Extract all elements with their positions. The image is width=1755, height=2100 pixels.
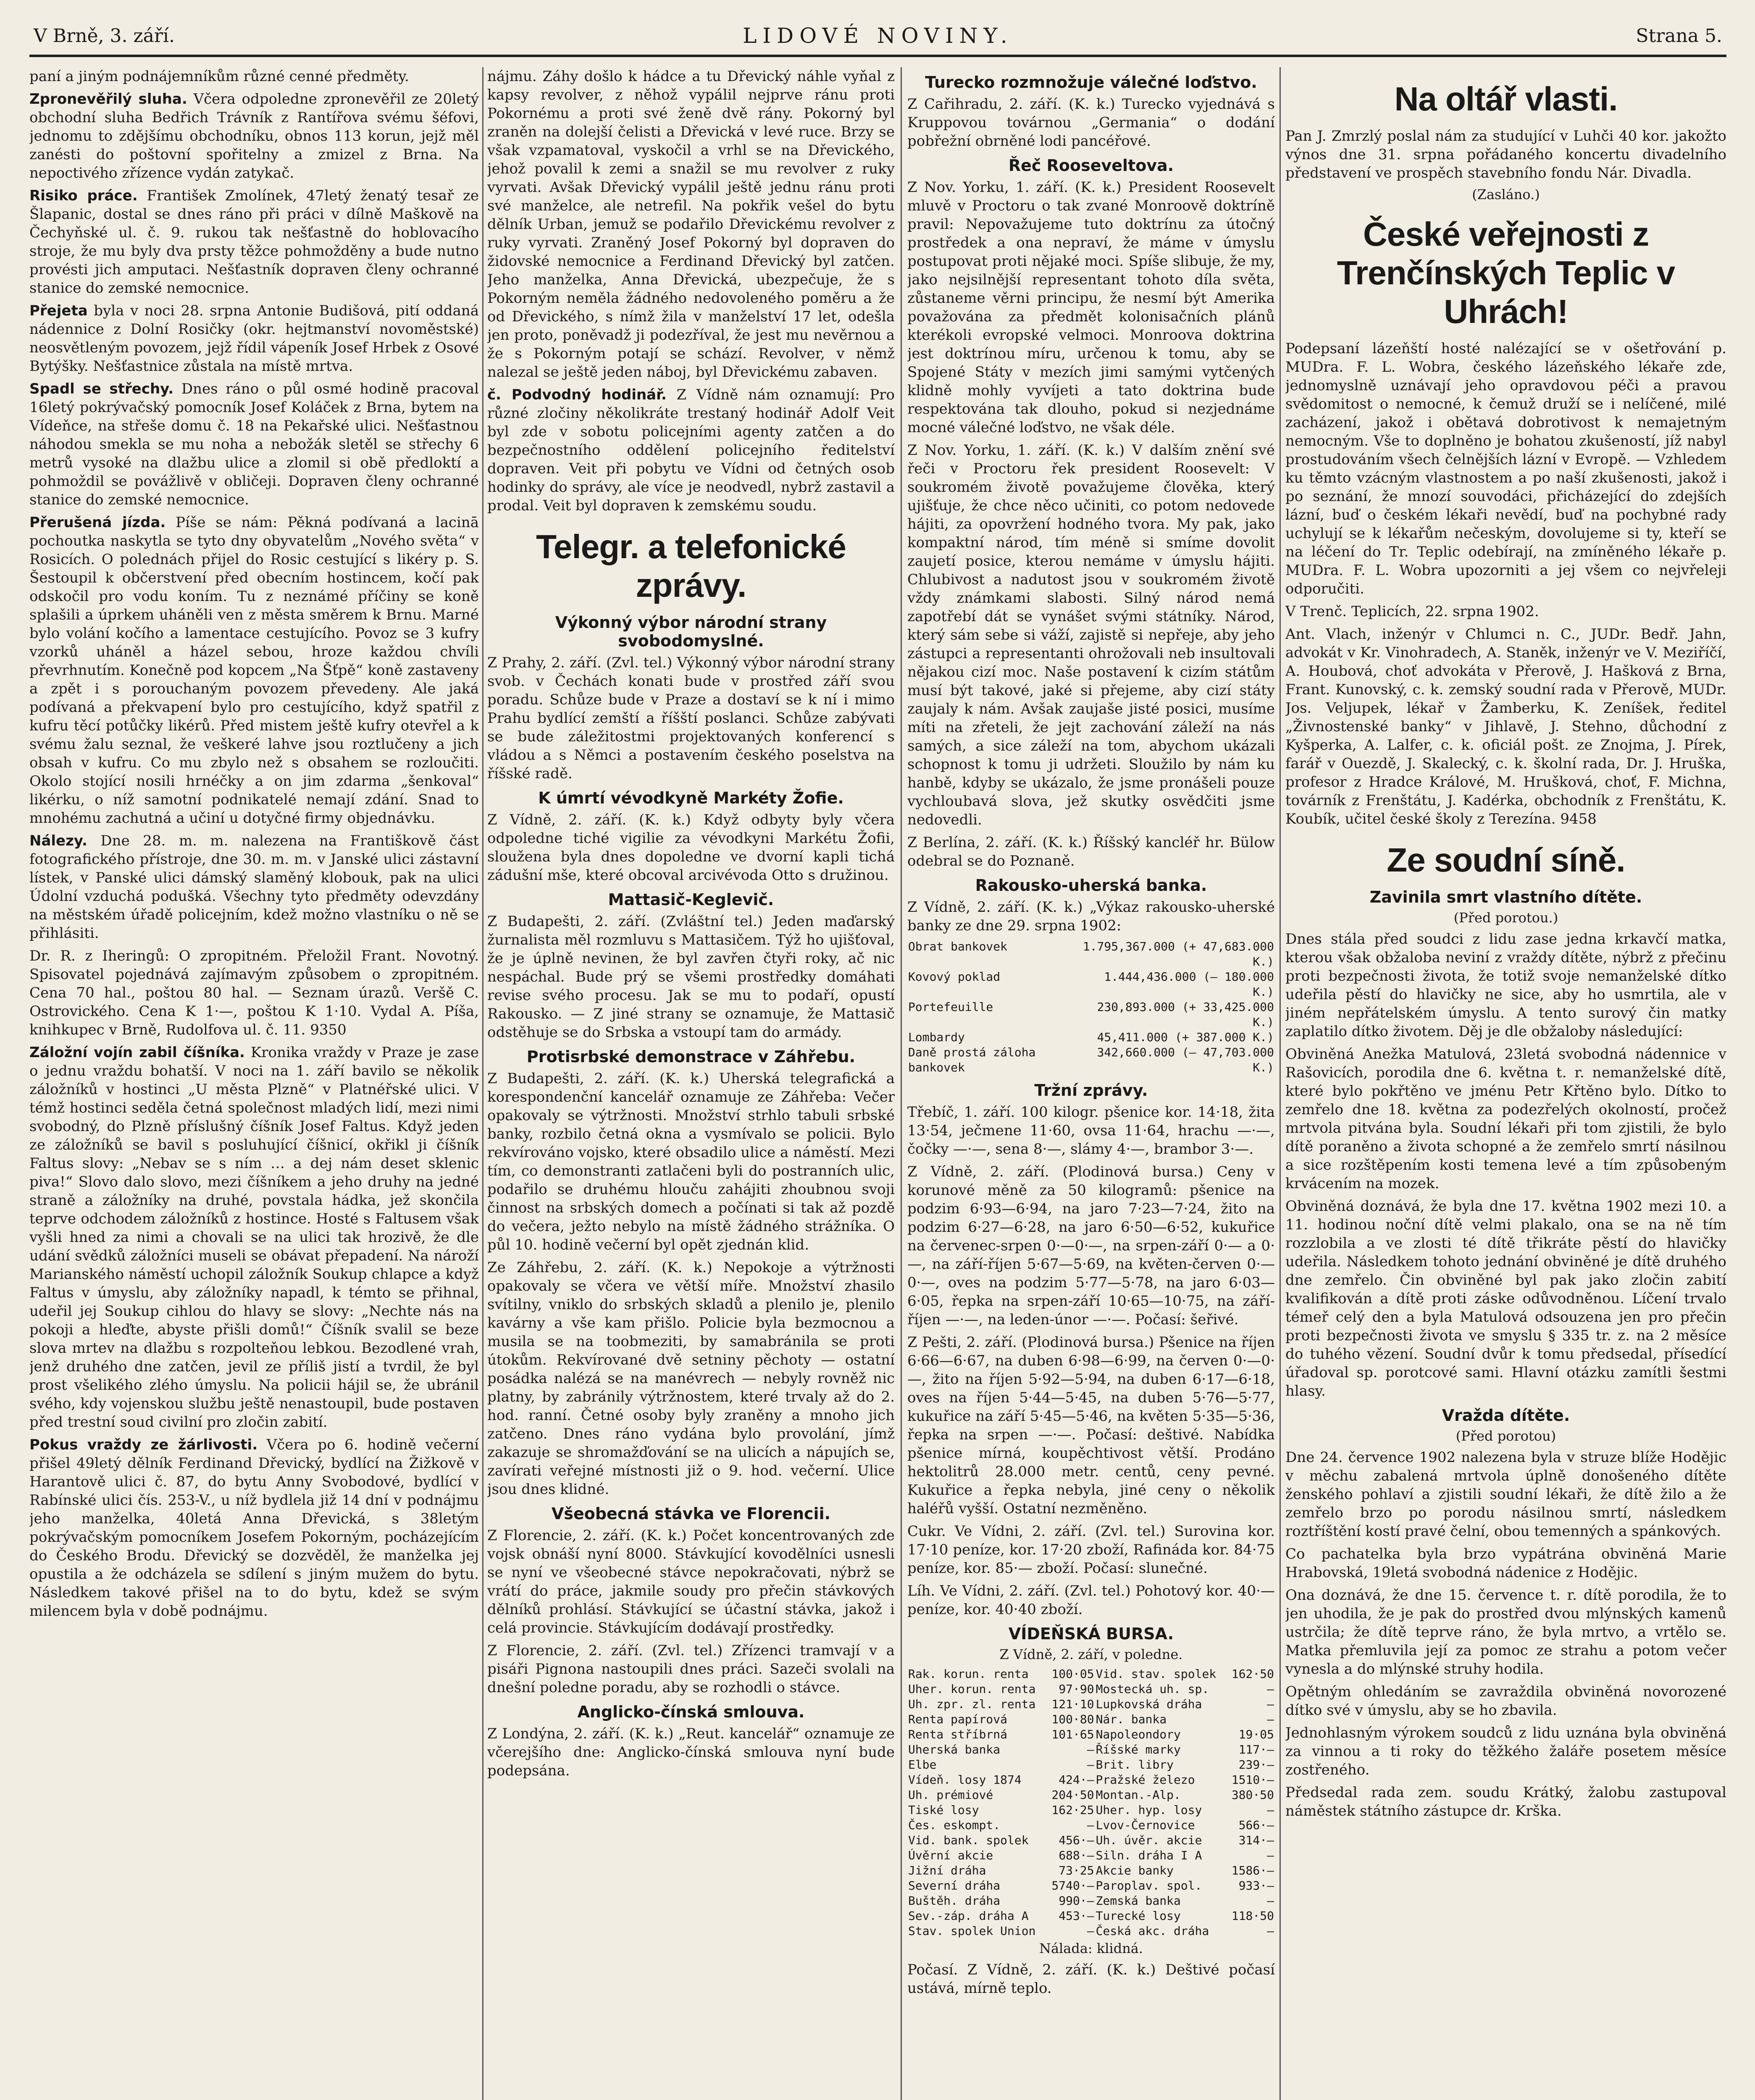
article-lead: Přejeta	[29, 302, 88, 319]
table-cell: Uh. prémiové	[908, 1788, 993, 1802]
table-cell: Obrat bankovek	[908, 940, 1008, 953]
article-heading: Výkonný výbor národní strany svobodomyslné.	[555, 613, 827, 650]
table-cell: Lvov-Černovice	[1096, 1818, 1195, 1832]
article-text: Ona doznává, že dne 15. července t. r. dítě porodila, že to jen uhodila, že je pak do prostřed dvou mlýnských kamenů ustrčila; že dítě teprve ráno, že byla mrtvo, a vrtělo se. Matka přemluvila její za pomoc ze strahu a potom večer vynesla a do mlýnské struhy hodila.	[1285, 1587, 1726, 1677]
article-paragraph	[907, 1961, 1275, 1998]
article-paragraph	[1285, 1045, 1726, 1193]
table-cell: Severní dráha	[908, 1879, 1001, 1893]
article-paragraph	[487, 1641, 895, 1697]
table-cell: 424·—	[1059, 1773, 1094, 1787]
article-text: Z Florencie, 2. září. (Zvl. tel.) Zřízenci tramvají v a pisáři Pignona nastoupili dnes práci. Sazeči svolali na dnešní poledne poradu, aby se rozhodli o stávce.	[487, 1642, 895, 1696]
article-text: Líh. Ve Vídni, 2. září. (Zvl. tel.) Pohotový kor. 40·— peníze, kor. 40·40 zboží.	[907, 1583, 1275, 1618]
data-table	[907, 1667, 1275, 1939]
column-divider	[901, 67, 902, 2100]
table-row	[907, 1908, 1275, 1924]
article-lead: Zpronevěřilý sluha.	[29, 91, 187, 108]
table-cell: —	[1267, 1682, 1274, 1696]
table-row	[907, 1045, 1275, 1075]
section-heading: Ze soudní síně.	[1387, 841, 1625, 879]
article-text: Z Vídně nám oznamují: Pro různé zločiny několikráte trestaný hodinář Adolf Veit byl zde v sobotu policejními agenty zatčen a do bezpečnostního oddělení policejního ředitelství dopraven. Veit při pobytu ve Vídni od četných osob hodinky do správy, ale více je neodvedl, nybrž zastavil a prodal. Veit byl dopraven k zemskému soudu.	[487, 386, 895, 514]
article-lead: Risiko práce.	[29, 187, 138, 204]
table-cell: —	[1087, 1743, 1094, 1756]
article-paragraph	[1285, 1448, 1726, 1541]
article-lead: č. Podvodný hodinář.	[487, 386, 667, 403]
table-cell: 101·65	[1051, 1727, 1094, 1741]
table-cell: 230,893.000 (+ 33,425.000 K.)	[1097, 1000, 1274, 1029]
table-row	[907, 1682, 1275, 1697]
article-text: Předsedal rada zem. soudu Krátký, žalobu zastupoval náměstek státního zástupce dr. Krška.	[1285, 1784, 1726, 1819]
article-text: nájmu. Záhy došlo k hádce a tu Dřevický náhle vyňal z kapsy revolver, z něhož vypálil nejprve ránu proti Pokornému a proti své ženě dvě rány. Pokorný byl zraněn na dolejší čelisti a Dřevická v levé ruce. Brzy se však vzpamatoval, vyskočil a vrhl se na Dřevického, jehož povalil k zemi a snažil se mu revolver z ruky vyrvati. Avšak Dřevický vypálil ještě jednu ránu proti své manželce, ale netrefil. Na pokřik vešel do bytu dělník Urban, jemuž se podařilo Dřevickému revolver z ruky vyrvati. Zraněný Josef Pokorný byl dopraven do židovské nemocnice a Ferdinand Dřevický byl zatčen. Jeho manželka, Anna Dřevická, ubezpečuje, že s Pokorným neměla žádného nedovoleného poměru a že od Dřevického, s nímž žila v manželství 17 let, odešla jen proto, poněvadž ji podezříval, že jest mu nevěrnou a že s Pokorným potají se schází. Revolver, v němž nalezal se ještě jeden náboj, byl Dřevickému zabaven.	[487, 68, 895, 381]
article-lead: Spadl se střechy.	[29, 381, 174, 397]
table-cell: Montan.-Alp.	[1096, 1788, 1181, 1802]
table-cell: Portefeuille	[908, 1000, 993, 1014]
article-heading: Tržní zprávy.	[1034, 1081, 1148, 1100]
article-paragraph	[1285, 602, 1726, 621]
article-text: Z Nov. Yorku, 1. září. (K. k.) V dalším znění své řeči v Proctoru řek president Roosevelt: V soukromém životě považujeme člověka, který ujišťuje, že chce něco učiniti, co potom nedovede hájiti, za opovržení hodného tvora. My pak, jako kompaktní národ, tím méně si smíme dovolit zaujetí posice, kterou nemáme v úmyslu hájiti. Chlubivost a nadutost jsou v soukromém životě vždy známkami slabosti. Silný národ nemá zapotřebí dát se vynášet svými státníky. Národ, který sám sebe si váží, zajistě si nepřeje, aby jeho zástupci a representanti ohrožovali neb insultovali nějakou cizí moc. Naše postavení k cizím státům musí být takové, jaké si přejeme, aby cizí státy zaujaly k nám. Avšak zaujaše jisté posici, musíme míti na zřeteli, že jejt zachování záleží na nás samých, a sice záleží na tom, abychom ukázali schopnost k tomu ji udržeti. Sloužilo by nám ku hanbě, kdyby se ukázalo, že jsme pronášeli pouze vychloubavá slova, jež skutky osvědčiti jsme nedovedli.	[907, 442, 1275, 828]
table-row	[907, 1863, 1275, 1878]
table-row	[907, 1712, 1275, 1727]
article-paragraph	[907, 833, 1275, 870]
table-cell: Uherská banka	[908, 1743, 1001, 1756]
table-cell: Jižní dráha	[908, 1864, 986, 1877]
table-cell: Uher. hyp. losy	[1096, 1803, 1202, 1817]
table-cell: 456·—	[1059, 1833, 1094, 1847]
table-cell: 1510·—	[1231, 1773, 1274, 1787]
section-heading: Telegr. a telefonické zprávy.	[536, 528, 846, 604]
article-paragraph	[487, 386, 895, 515]
article-heading: Turecko rozmnožuje válečné loďstvo.	[925, 73, 1257, 92]
article-text: Dne 24. července 1902 nalezena byla v struze blíže Hodějic v měchu zabalená mrtvola úplně donošeného dítěte ženského pohlaví a zjistili soudní lékaři, že dítě žilo a že zemřelo brzo po porodu násilnou smrtí, následkem roztříštění kostí pravé čelní, obou temenných a spánkových.	[1285, 1449, 1726, 1540]
article-text: Včera odpoledne zpronevěřil ze 20letý obchodní sluha Bedřich Trávník z Rantířova svému šéfovi, jednomu to zdějšímu obchodníku, obnos 113 korun, jejž měl zanésti do poštovní spořitelny a zmizel z Brna. Na nepoctivého zřízence vydán zatykač.	[29, 91, 479, 181]
article-text: Píše se nám: Pěkná podívaná a lacinā pochoutka naskytla se tyto dny obyvatelům „Nového světa“ v Rosicích. O polednách přijel do Rosic cestující s likéry p. S. Šestoupil k občerstvení před obecním hostincem, kočí pak odskočil pro vodu koním. Tu z neznámé příčiny se koně splašili a úprkem uháněli ven z města směrem k Brnu. Marné bylo volání kočího a lamentace cestujícího. Povoz se 3 kufry vzorků uháněl a házel sebou, hroze každou chvíli převrhnutím. Konečně pod kopcem „Na Šťpě“ koně zastaveny a zpět i s porouchaným povozem převedeny. Ale jaká podívaná a překvapení bylo pro cestujícího, když spatřil z kufru těcí potůčky likérů. Před mistem ještě kufry otevřel a k svému žalu seznal, že veškeré lahve jsou roztlučeny a jich obsah v kufru. Co mu zbylo než s obsahem se rozloučiti. Okolo stojící nosili hrnéčky a on jim zdarma „šenkoval“ likérku, o níž samotní podnikatelé nemají zdání. Snad to mnohému zachutná a učiní u dotyčné firmy objednávku.	[29, 514, 479, 827]
article-paragraph	[29, 947, 479, 1039]
article-paragraph	[1285, 625, 1726, 828]
article-text: Dne 28. m. m. nalezena na Františkově část fotografického přístroje, dne 30. m. m. v Janské ulici zástavní lístek, v Panské ulici dámský slaměný klobouk, pak na ulici Údolní vzduchá podušká. Všechny tyto předměty odevzdány na městském úřadě policejním, kdež možno vlastníku o ně se přihlásiti.	[29, 832, 479, 942]
table-cell: Stav. spolek Union	[908, 1924, 1036, 1938]
table-cell: 121·10	[1051, 1697, 1094, 1711]
table-cell: 1586·—	[1231, 1864, 1274, 1877]
table-cell: 239·—	[1238, 1758, 1274, 1772]
table-cell: Elbe	[908, 1758, 937, 1772]
table-row	[907, 1757, 1275, 1772]
table-cell: 73·25	[1059, 1864, 1094, 1877]
table-cell: 1.444,436.000 (— 180.000 K.)	[1104, 970, 1274, 999]
article-paragraph	[29, 90, 479, 182]
table-cell: Česká akc. dráha	[1096, 1924, 1209, 1938]
table-row	[907, 1667, 1275, 1682]
article-text: Kronika vraždy v Praze je zase o jednu vraždu bohatší. V noci na 1. září bavilo se několik záložníků v hostinci „U města Plzně“ v Platnéřské ulici. V témž hostinci seděla četná společnost mladých lidí, mezi nimi svobodný, do Plzně příslušný číšník Josef Faltus. Když jeden ze záložníků se bavil s posluhující číšnicí, okřikl ji číšník Faltus slovy: „Nebav se s ním … a dej nám deset sklenic piva!“ Slovo dalo slovo, mezi číšníkem a jeho druhy na jedné straně a záložníky na druhé, povstala hádka, jež skončila teprve odchodem záložníků z hostince. Hosté s Faltusem však vyšli hned za nimi a chovali se na ulici tak hrozivě, že dle udání svědků záložníci museli se obávat přepadení. Na nároží Marianského náměstí uchopil záložník Soukup chlapce a když Faltus v úmyslu, aby záložníky napadl, k témto se přihnal, udeřil jej Soukup cihlou do hlavy se slovy: „Nechte nás na pokoji a hleďte, abyste přišli domů!“ Číšník svalil se beze slova mrtev na dlažbu s rozpolteňou lebkou. Bezodlené vrah, jenž druhého dne zatčen, jevil ze příliš jistí a tvrdil, že byl prost všelikého zlého úmyslu. Na policii hájil se, že ubránil svého, kdy vojenskou službu ještě nenastoupil, bude postaven před trestní soud civilní pro zločin zabití.	[29, 1044, 479, 1431]
table-row	[907, 1030, 1275, 1045]
table-cell: Zemská banka	[1096, 1894, 1181, 1908]
table-cell: Lupkovská dráha	[1096, 1697, 1202, 1711]
article-paragraph	[1285, 1197, 1726, 1400]
table-cell: —	[1267, 1697, 1274, 1711]
table-row	[907, 1788, 1275, 1803]
article-text: Z Londýna, 2. září. (K. k.) „Reut. kancelář“ oznamuje ze včerejšího dne: Anglicko-čínská smlouva nyní bude podepsána.	[487, 1725, 895, 1779]
article-paragraph	[907, 178, 1275, 437]
article-paragraph	[487, 654, 895, 783]
table-cell: Akcie banky	[1096, 1864, 1174, 1877]
table-cell: 380·50	[1231, 1788, 1274, 1802]
article-text: Obviněná Anežka Matulová, 23letá svobodná nádennice v Rašovicích, porodila dne 6. května t. r. nemanželské dítě, které bylo pokřtěno ve jménu Petr Křtěno bylo. Dítko to zemřelo dne 18. května za podezřelých okolností, pročež mrtvola pitvána byla. Soudní lékaři při tom zjistili, že bylo dítě poraněno a života schopné a že zemřelo smrtí násilnou a sice rozštěpením kosti temena levé a tím způsobeným krvácením na mozek.	[1285, 1046, 1726, 1192]
article-text: Cukr. Ve Vídni, 2. září. (Zvl. tel.) Surovina kor. 17·10 peníze, kor. 17·20 zboží, Rafináda kor. 84·75 peníze, kor. 85·— zboží. Počasí: slunečné.	[907, 1523, 1275, 1577]
table-cell: —	[1087, 1924, 1094, 1938]
article-paragraph	[29, 186, 479, 297]
article-text: Z Budapešti, 2. září. (K. k.) Uherská telegrafická a korespondenční kancelář oznamuje ze Záhřeba: Večer opakovaly se výtržnosti. Množství strhlo tabuli srbské banky, rozbilo četná okna a vysmívalo se policii. Bylo rekvírováno vojsko, které obsadilo ulice a náměstí. Mezi tím, co demonstranti zatlačeni byli do postranních ulic, podařilo se druhému hlouču zahájiti zhoubnou svoji činnost na srbských domech a počínati si tak až pozdě do večera, ježto nebylo na místě žádného strážníka. O půl 10. hodině večerní byl opět zjednán klid.	[487, 1070, 895, 1253]
article-text: Z Cařihradu, 2. září. (K. k.) Turecko vyjednává s Kruppovou továrnou „Germania“ o dodání pobřežní obrněné lodi pancéřové.	[907, 96, 1275, 150]
article-text: Dnes stála před soudci z lidu zase jedna krkavčí matka, kterou však obžaloba neviní z vraždy dítěte, nýbrž z přečinu proti bezpečnosti života, že totiž svoje nemanželské dítko udeřila pěstí do hlavičky ne sice, aby ho usmrtila, ale v jiném nepřátelském úmyslu. A tento surový čin matky zaplatilo dítko životem. Děj je dle obžaloby následující:	[1285, 931, 1726, 1040]
table-cell: Brit. libry	[1096, 1758, 1174, 1772]
article-paragraph	[487, 1526, 895, 1637]
table-cell: 566·—	[1238, 1818, 1274, 1832]
table-row	[907, 1818, 1275, 1833]
article-paragraph	[29, 1436, 479, 1620]
table-cell: Čes. eskompt.	[908, 1818, 1001, 1832]
table-cell: 117·—	[1238, 1743, 1274, 1756]
article-text: Obviněná doznává, že byla dne 17. května 1902 mezi 10. a 11. hodinou noční dítě velmi plakalo, ona se na ně tím rozzlobila a ve zlosti té dítě třikráte pěstí do hlavičky udeřila. Následkem tohoto jednání obviněné je dítě druhého dne zemřelo. Čin obviněné byl pak jako zločin zabití kvalifikován a dítě proti záske odůvodněnou. Líčení trvalo témeř celý den a byla Matulová odsouzena jen pro přečin proti bezpečnosti života ve smyslu § 335 tr. z. na 2 měsíce do tuhého vězení. Soudní dvůr k tomu předsedal, přísedící úřadoval sp. porotcové sami. Hlavní otázku zamítli šestmi hlasy.	[1285, 1198, 1726, 1399]
article-subheading: Nálada: klidná.	[1039, 1940, 1143, 1956]
table-cell: Napoleondory	[1096, 1727, 1181, 1741]
article-paragraph	[907, 1333, 1275, 1518]
article-subheading: (Zasláno.)	[1472, 186, 1540, 202]
section-heading: Na oltář vlasti.	[1394, 80, 1618, 118]
article-paragraph	[487, 811, 895, 885]
table-cell: 97·90	[1059, 1682, 1094, 1696]
article-paragraph	[487, 1069, 895, 1254]
table-cell: 688·—	[1059, 1848, 1094, 1862]
article-paragraph	[1285, 1724, 1726, 1779]
table-cell: Buštěh. dráha	[908, 1894, 1001, 1908]
article-text: Z Berlína, 2. září. (K. k.) Říšský kancléř hr. Bülow odebral se do Poznaně.	[907, 834, 1275, 869]
article-heading: Mattasič-Keglevič.	[608, 890, 774, 909]
article-paragraph	[907, 441, 1275, 829]
table-cell: 990·—	[1059, 1894, 1094, 1908]
article-heading: Protisrbské demonstrace v Záhřebu.	[526, 1047, 856, 1066]
article-lead: Nálezy.	[29, 832, 87, 849]
article-text: Včera po 6. hodině večerní přišel 49letý dělník Ferdinand Dřevický, bydlící na Žižkově v Harantově ulici č. 87, do bytu Anny Svobodové, bydlící v Rabínské ulici čís. 253-V., u níž bydlela již 14 dní v podnájmu jeho manželka, 40letá Anna Dřevická, s 38letým pokrývačským pomocníkem Josefem Pokorným, pocházejícím do Českého Brodu. Dřevický se dozvěděl, že manželka jej opustila a že odcházela se sdílení s jiným mužem do bytu. Následkem takové přišel na to do bytu, kdež se svým milencem byla v době podnájmu.	[29, 1436, 479, 1620]
article-paragraph	[1285, 127, 1726, 182]
article-subheading: (Před porotou)	[1455, 1428, 1556, 1444]
article-text: Jednohlasným výrokem soudců z lidu uznána byla obviněná za vinnou a ti roky do těžkého žaláře posetem měsíce zostřeného.	[1285, 1725, 1726, 1778]
table-cell: —	[1267, 1848, 1274, 1862]
article-text: Pan J. Zmrzlý poslal nám za studující v Luhči 40 kor. jakožto výnos dne 31. srpna pořádaného koncertu divadelního představení ve prospěch stavebního fondu Nár. Divadla.	[1285, 128, 1726, 181]
table-cell: Renta stříbrná	[908, 1727, 1008, 1741]
article-paragraph	[29, 513, 479, 827]
article-paragraph	[29, 302, 479, 375]
table-cell: 100·05	[1051, 1667, 1094, 1681]
table-row	[907, 1727, 1275, 1742]
table-cell: Vid. stav. spolek	[1096, 1667, 1216, 1681]
masthead-title: LIDOVÉ NOVINY.	[743, 24, 1013, 48]
table-row	[907, 1848, 1275, 1863]
column-divider	[482, 67, 483, 2100]
table-cell: Mostecká uh. sp.	[1096, 1682, 1209, 1696]
article-heading: VÍDEŇSKÁ BURSA.	[1008, 1625, 1174, 1643]
table-cell: Uher. korun. renta	[908, 1682, 1036, 1696]
table-cell: 162·25	[1051, 1803, 1094, 1817]
table-cell: 162·50	[1231, 1667, 1274, 1681]
article-text: Podepsaní lázeňští hosté nalézající se v ošetřování p. MUDra. F. L. Wobra, českého lázeňského lékaře zde, jednomyslně uznávají jeho opravdovou péči a pravou svědomitost o nemocné, k čemuž druží se i nelíčené, milé zacházení, jakož i obětavá dobrotivost k nemajetným nemocným. Vše to doplněno je bohatou zkušeností, jíž nabyl prostudováním všech čelnějších lázní v Evropě. — Vzhledem ku těmto vzácným vlastnostem a po naší zkušenosti, jakož i po seznání, že mnozí souvodáci, přicházející do zdejších lázní, buď o českém lékaři nevědí, buď na pochybné rady uchylují se k lékařům nečeským, dovolujeme si ty, kteří se na léčení do Tr. Teplic odebírají, na zmíněného lékaře p. MUDra. F. L. Wobra upozorniti a jej všem co nejvřeleji odporučiti.	[1285, 340, 1726, 597]
masthead-page-number: Strana 5.	[1636, 25, 1722, 47]
article-text: Dnes ráno o půl osmé hodině pracoval 16letý pokrývačský pomocník Josef Koláček z Brna, bytem na Vídeňce, na střeše domu č. 18 na Pekařské ulici. Nešťastnou náhodou smekla se mu noha a nebožák sletěl se střechy 6 metrů vysoké na dlažbu ulice a zlomil si obě předloktí a pohmoždil se povážlivě v obličeji. Dopraven členy ochranné stanice do zemské nemocnice.	[29, 381, 479, 508]
article-text: Ant. Vlach, inženýr v Chlumci n. C., JUDr. Bedř. Jahn, advokát v Kr. Vinohradech, A. Staněk, inženýr ve V. Meziříčí, A. Houbová, choť advokáta v Přerově, J. Hašková z Brna, Frant. Kunovský, c. k. zemský soudní rada v Přerově, MUDr. Jos. Veljupek, lékař v Žamberku, K. Zeníšek, ředitel „Živnostenské banky“ v Jihlavě, J. Stehno, důchodní z Kyšperka, A. Lalfer, c. k. oficiál pošt. ze Znojma, J. Pírek, farář v Ouezdě, J. Skalecký, c. k. školní rada, Dr. J. Hruška, profesor z Hradce Králové, M. Hrušková, choť, F. Michna, továrník z Frenštátu, J. Kadérka, obchodník z Frenštátu, K. Koubík, učitel české školy z Terezína. 9458	[1285, 626, 1726, 827]
article-text: paní a jiným podnájemníkům různé cenné předměty.	[29, 68, 409, 85]
article-paragraph	[1285, 930, 1726, 1041]
article-paragraph	[29, 832, 479, 942]
article-text: Třebíč, 1. září. 100 kilogr. pšenice kor. 14·18, žita 13·54, ječmene 11·60, ovsa 11·64, hrachu —·—, čočky —·—, sena 8·—, slámy 4·—, brambor 3·—.	[907, 1104, 1275, 1158]
table-cell: —	[1267, 1894, 1274, 1908]
article-paragraph	[29, 380, 479, 509]
table-cell: Uh. zpr. zl. renta	[908, 1697, 1036, 1711]
article-paragraph	[1285, 1586, 1726, 1678]
article-text: Opětným ohledáním se zavraždila obviněná novorozené dítko své v úmyslu, aby se ho zbavila.	[1285, 1683, 1726, 1719]
article-text: Ze Záhřebu, 2. září. (K. k.) Nepokoje a výtržnosti opakovaly se včera ve větší míře. Množství zhasilo svítilny, vniklo do srbských skladů a plenilo je, plenilo kavárny a vše kam přišlo. Policie byla bezmocnou a musila se na toobmeziti, by samabránila se proti útokům. Rekvírované dvě setniny pěchoty — ostatní posádka nalézá se na manévrech — nebyly rovněž nic platny, by zabránily výtržnostem, které trvaly až do 2. hod. ranní. Četné osoby byly zraněny a mnoho jich zatčeno. Dnes ráno vydána bylo provolání, jímž zakazuje se shromažďování se na ulicích a nápujích se, zavírati veřejné místnosti již o 9. hod. večerní. Ulice jsou dnes klidné.	[487, 1259, 895, 1498]
table-cell: —	[1267, 1803, 1274, 1817]
table-row	[907, 1803, 1275, 1818]
table-cell: 204·50	[1051, 1788, 1094, 1802]
table-cell: Vídeň. losy 1874	[908, 1773, 1022, 1787]
table-row	[907, 1893, 1275, 1908]
article-paragraph	[1285, 339, 1726, 598]
data-table	[907, 939, 1275, 1075]
table-row	[907, 1833, 1275, 1848]
article-subheading: Z Vídně, 2. září, v poledne.	[999, 1646, 1183, 1662]
table-cell: Rak. korun. renta	[908, 1667, 1029, 1681]
table-cell: Turecké losy	[1096, 1909, 1181, 1923]
article-text: Z Prahy, 2. září. (Zvl. tel.) Výkonný výbor národní strany svob. v Čechách konati bude v prostřed září svou poradu. Schůze bude v Praze a dostaví se k ní i mimo Prahu bydlící zemští a říšští poslanci. Schůze zabývati se bude záležitostmi projektovaných konferencí s vládou a s Němci a postavením českého poselstva na říšské radě.	[487, 654, 895, 782]
masthead	[29, 17, 1726, 57]
article-text: Z Pešti, 2. září. (Plodinová bursa.) Pšenice na říjen 6·66—6·67, na duben 6·98—6·99, na červen 0·—0·—, žito na říjen 5·92—5·94, na duben 6·17—6·18, oves na říjen 5·44—5·45, na duben 5·76—5·77, kukuřice na září 5·45—5·46, na květen 5·35—5·36, řepka na srpen —·—. Počasí: deštivé. Nabídka pšenice mírná, koupěchtivost větší. Prodáno hektolitrů 28.000 metr. centů, ceny pevné. Kukuřice a řepka nebyla, jiné ceny o několik haléřů vyšší. Ostatní nezměněno.	[907, 1334, 1275, 1517]
column-4	[1285, 67, 1726, 2100]
article-text: Z Nov. Yorku, 1. září. (K. k.) President Roosevelt mluvě v Proctoru o tak zvané Monroově doktríně pravil: Nepovažujeme tuto doktrínu za útočný prostředek a ona nepraví, že máme v úmyslu postupovat proti nějaké moci. Spíše slibuje, že my, jako nejsilnější representant tohoto díla světa, zůstaneme věrni principu, že nesmí být Amerika považována za předmět kolonisačních plánů kterékoli evropské velmoci. Monroova doktrina jest doktrínou míru, určenou k tomu, aby se Spojené Státy v mezích jimi samými vytčených klidně mohly vyvíjeti a tato doktrina bude respektována tak dlouho, pokud si nezjednáme mocné válečné loďstvo, ne však déle.	[907, 179, 1275, 436]
article-text: František Zmolínek, 47letý ženatý tesař ze Šlapanic, dostal se dnes ráno při práci v dílně Maškově na Čechyňské ul. č. 9. rukou tak nešťastně do hoblovacího stroje, že mu byly dva prsty těžce pohmožděny a bude nutno provésti jich amputaci. Nešťastník dopraven členy ochranné stanice do zemské nemocnice.	[29, 187, 479, 297]
article-text: Z Vídně, 2. září. (Plodinová bursa.) Ceny v korunové měně za 50 kilogramů: pšenice na podzim 6·93—6·94, na jaro 7·23—7·24, žito na podzim 6·27—6·28, na jaro 6·50—6·52, kukuřice na červenec-srpen 0·—0·—, na srpen-září 0·— a 0·—, na září-říjen 5·67—5·69, na květen-červen 0·—0·—, oves na podzim 5·77—5·78, na jaro 6·03—6·05, řepka na srpen-září 10·65—10·75, na září-říjen —·—, na leden-únor —·—. Počasí: šeřivé.	[907, 1163, 1275, 1328]
column-2	[487, 67, 895, 2100]
article-heading: Zavinila smrt vlastního dítěte.	[1369, 888, 1642, 906]
newspaper-page	[29, 17, 1726, 2100]
article-paragraph	[487, 67, 895, 381]
table-cell: 45,411.000 (+ 387.000 K.)	[1097, 1030, 1274, 1044]
table-cell: Říšské marky	[1096, 1743, 1181, 1756]
article-paragraph	[907, 1522, 1275, 1578]
article-subheading: (Před porotou.)	[1453, 910, 1558, 926]
table-cell: Vid. bank. spolek	[908, 1833, 1029, 1847]
article-paragraph	[29, 1043, 479, 1431]
article-text: Počasí. Z Vídně, 2. září. (K. k.) Deštivé počasí ustává, mírně teplo.	[907, 1961, 1275, 1997]
table-cell: 453·—	[1059, 1909, 1094, 1923]
column-3	[907, 67, 1275, 2100]
article-text: Z Vídně, 2. září. (K. k.) Když odbyty byly včera odpoledne tiché vigilie za vévodkyni Markétu Žofii, sloužena byla dnes dopoledne ve dvorní kapli tichá zádušní mše, které obcoval arcivévoda Otto s družinou.	[487, 811, 895, 884]
table-cell: Pražské železo	[1096, 1773, 1195, 1787]
article-paragraph	[907, 1582, 1275, 1619]
article-paragraph	[1285, 1545, 1726, 1582]
table-cell: Uh. úvěr. akcie	[1096, 1833, 1202, 1847]
table-cell: 1.795,367.000 (+ 47,683.000 K.)	[1082, 940, 1274, 969]
table-cell: Renta papírová	[908, 1712, 1008, 1726]
table-cell: —	[1267, 1924, 1274, 1938]
table-row	[907, 1924, 1275, 1939]
article-heading: K úmrtí vévodkyně Markéty Žofie.	[538, 789, 844, 807]
table-cell: Sev.-záp. dráha A	[908, 1909, 1029, 1923]
article-heading: Anglicko-čínská smlouva.	[577, 1703, 805, 1721]
article-text: Z Vídně, 2. září. (K. k.) „Výkaz rakousko-uherské banky ze dne 29. srpna 1902:	[907, 899, 1275, 934]
table-cell: —	[1087, 1758, 1094, 1772]
table-row	[907, 1772, 1275, 1788]
article-paragraph	[1285, 1683, 1726, 1719]
table-cell: —	[1087, 1818, 1094, 1832]
table-cell: Daně prostá záloha bankovek	[908, 1045, 1036, 1074]
column-1	[29, 67, 479, 2100]
table-cell: Nár. banka	[1096, 1712, 1167, 1726]
article-lead: Záložní vojín zabil číšníka.	[29, 1044, 245, 1061]
table-cell: 342,660.000 (— 47,703.000 K.)	[1097, 1045, 1274, 1074]
masthead-date: V Brně, 3. září.	[34, 25, 175, 47]
table-cell: Kovový poklad	[908, 970, 1001, 984]
table-row	[907, 939, 1275, 969]
article-lead: Pokus vraždy ze žárlivosti.	[29, 1436, 258, 1453]
article-paragraph	[487, 1258, 895, 1499]
article-paragraph	[1285, 1783, 1726, 1820]
table-row	[907, 1878, 1275, 1893]
article-text: V Trenč. Teplicích, 22. srpna 1902.	[1285, 603, 1539, 620]
article-text: Z Budapešti, 2. září. (Zvláštní tel.) Jeden maďarský žurnalista měl rozmluvu s Mattasičem. Týž ho ujišťoval, že je úplně nevinen, že byl zavřen čtyři roky, ač nic nespáchal. Bude prý se všemi prostředky domáhati revise svého procesu. Jak se mu to podaří, opustí Rakousko. — Z jiné strany se oznamuje, že Mattasič odstěhuje se do Srbska a vstoupí tam do armády.	[487, 913, 895, 1041]
article-paragraph	[907, 95, 1275, 150]
article-paragraph	[907, 898, 1275, 935]
table-row	[907, 1697, 1275, 1712]
table-cell: Paroplav. spol.	[1096, 1879, 1202, 1893]
table-cell: 19·05	[1238, 1727, 1274, 1741]
article-text: Z Florencie, 2. září. (K. k.) Počet koncentrovaných zde vojsk obnáší nyní 8000. Stávkující kovodělníci usnesli se nyní ve všeobecné stávce nepokračovati, nýbrž se vrátí do práce, jakmile soudy pro přečin stávkových dělníků prohlásí. Stávkující se účastní stávka, jakož i celá provincie. Stávkujícím dodávají prostředky.	[487, 1527, 895, 1636]
table-cell: —	[1267, 1712, 1274, 1726]
table-cell: Lombardy	[908, 1030, 965, 1044]
article-heading: Všeobecná stávka ve Florencii.	[551, 1504, 831, 1523]
article-paragraph	[907, 1163, 1275, 1329]
article-text: Co pachatelka byla brzo vypátrána obviněná Marie Hrabovská, 19letá svobodná nádenice z Hodějic.	[1285, 1546, 1726, 1581]
table-cell: Úvěrní akcie	[908, 1848, 993, 1862]
article-paragraph	[487, 1725, 895, 1780]
article-paragraph	[487, 912, 895, 1042]
table-cell: Siln. dráha I A	[1096, 1848, 1202, 1862]
article-paragraph	[907, 1103, 1275, 1158]
table-cell: Tiské losy	[908, 1803, 979, 1817]
article-heading: Rakousko-uherská banka.	[975, 876, 1207, 895]
table-cell: 933·—	[1238, 1879, 1274, 1893]
article-lead: Přerušená jízda.	[29, 514, 166, 531]
section-heading: České veřejnosti z Trenčínských Teplic v Uhrách!	[1337, 215, 1675, 330]
table-row	[907, 1742, 1275, 1757]
table-cell: 118·50	[1231, 1909, 1274, 1923]
article-paragraph	[29, 67, 479, 86]
article-heading: Vražda dítěte.	[1442, 1406, 1570, 1425]
article-text: byla v noci 28. srpna Antonie Budišová, pití oddaná nádennice z Dolní Rosičky (okr. hejtmanství novoměstské) neosvětleným povozem, jejž řídil vápeník Josef Hrbek z Osové Bytýšky. Nešťastnice zůstala na místě mrtva.	[29, 302, 479, 375]
table-row	[907, 1000, 1275, 1030]
column-divider	[1279, 67, 1281, 2100]
article-heading: Řeč Rooseveltova.	[1008, 156, 1174, 175]
table-cell: 314·—	[1238, 1833, 1274, 1847]
table-row	[907, 969, 1275, 1000]
table-cell: 5740·—	[1051, 1879, 1094, 1893]
table-cell: 100·80	[1051, 1712, 1094, 1726]
article-text: Dr. R. z Iheringů: O zpropitném. Přeložil Frant. Novotný. Spisovatel pojednává zajímavým způsobem o zpropitném. Cena 70 hal., poštou 80 hal. — Seznam úrazů. Veršě C. Ostrovického. Cena K 1·—, poštou K 1·10. Vydal A. Píša, knihkupec v Brně, Rudolfova ul. č. 11. 9350	[29, 948, 479, 1038]
